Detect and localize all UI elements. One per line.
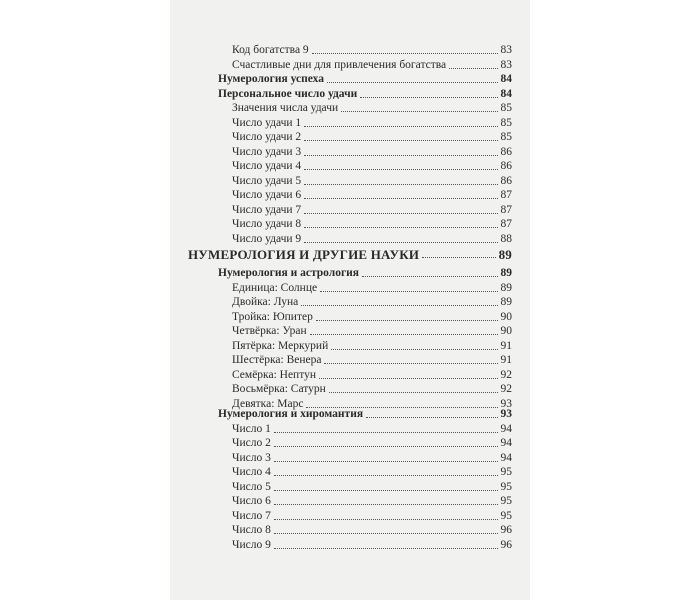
- toc-entry-title: Число удачи 5: [232, 175, 302, 187]
- dot-leader: [341, 111, 497, 112]
- toc-entry-title: Тройка: Юпитер: [232, 311, 313, 323]
- toc-entry-title: Единица: Солнце: [232, 282, 318, 294]
- toc-entry-title: Число 2: [232, 437, 271, 449]
- toc-chapter-entry: [218, 265, 512, 280]
- toc-entry-page-number: 85: [500, 131, 512, 143]
- toc-entry-title: Число удачи 9: [232, 233, 302, 245]
- toc-entry-title: Девятка: Марс: [232, 398, 304, 410]
- toc-entry-page-number: 95: [500, 481, 512, 493]
- dot-leader: [324, 363, 497, 364]
- toc-entry-page-number: 91: [500, 340, 512, 352]
- toc-entry-page-number: 90: [500, 311, 512, 323]
- toc-entry: [232, 421, 512, 436]
- toc-entry-page-number: 94: [500, 452, 512, 464]
- dot-leader: [274, 432, 498, 433]
- toc-entry: [232, 367, 512, 382]
- toc-entry: [232, 231, 512, 246]
- toc-entry-page-number: 95: [500, 466, 512, 478]
- toc-entry-page-number: 86: [500, 146, 512, 158]
- toc-entry: [232, 352, 512, 367]
- toc-chapter-entry: [218, 406, 512, 421]
- toc-entry-page-number: 84: [500, 73, 512, 85]
- toc-entry: [232, 115, 512, 130]
- toc-entry-title: НУМЕРОЛОГИЯ И ДРУГИЕ НАУКИ: [188, 247, 420, 262]
- toc-entry-page-number: 95: [500, 510, 512, 522]
- toc-entry-page-number: 93: [500, 398, 512, 410]
- toc-entry: [232, 158, 512, 173]
- dot-leader: [304, 198, 497, 199]
- dot-leader: [316, 320, 498, 321]
- dot-leader: [304, 155, 497, 156]
- toc-entry-page-number: 92: [500, 383, 512, 395]
- dot-leader: [301, 305, 497, 306]
- toc-entry: [232, 129, 512, 144]
- toc-entry-title: Число 5: [232, 481, 271, 493]
- toc-entry-title: Число удачи 1: [232, 117, 302, 129]
- toc-entry-page-number: 89: [498, 247, 512, 262]
- dot-leader: [327, 82, 498, 83]
- dot-leader: [310, 334, 498, 335]
- toc-entry-page-number: 84: [500, 88, 512, 100]
- toc-entry: [232, 508, 512, 523]
- toc-entry: [232, 435, 512, 450]
- toc-entry-page-number: 86: [500, 160, 512, 172]
- dot-leader: [274, 548, 498, 549]
- toc-entry-page-number: 91: [500, 354, 512, 366]
- toc-entry-page-number: 94: [500, 437, 512, 449]
- toc-entry: [232, 338, 512, 353]
- toc-entry: [232, 57, 512, 72]
- dot-leader: [304, 140, 497, 141]
- toc-entry: [232, 381, 512, 396]
- toc-entry-title: Четвёрка: Уран: [232, 325, 307, 337]
- toc-entry: [232, 522, 512, 537]
- toc-entry-page-number: 83: [500, 59, 512, 71]
- toc-entry-page-number: 89: [500, 296, 512, 308]
- toc-entry-page-number: 93: [500, 408, 512, 420]
- toc-chapter-entry: [218, 71, 512, 86]
- toc-entry-page-number: 95: [500, 495, 512, 507]
- dot-leader: [319, 378, 498, 379]
- toc-entry: [232, 202, 512, 217]
- toc-entry-title: Число удачи 8: [232, 218, 302, 230]
- toc-entry-page-number: 92: [500, 369, 512, 381]
- dot-leader: [449, 68, 497, 69]
- toc-entry: [232, 42, 512, 57]
- toc-entry-page-number: 88: [500, 233, 512, 245]
- toc-entry-title: Восьмёрка: Сатурн: [232, 383, 326, 395]
- toc-entry-title: Число удачи 6: [232, 189, 302, 201]
- dot-leader: [360, 97, 497, 98]
- toc-entry: [232, 323, 512, 338]
- toc-entry: [232, 173, 512, 188]
- toc-entry-page-number: 85: [500, 102, 512, 114]
- toc-entry: [232, 537, 512, 552]
- toc-entry: [232, 479, 512, 494]
- dot-leader: [274, 504, 498, 505]
- dot-leader: [422, 257, 495, 258]
- toc-entry: [232, 216, 512, 231]
- toc-entry-page-number: 87: [500, 204, 512, 216]
- dot-leader: [304, 169, 497, 170]
- toc-entry-title: Число 1: [232, 423, 271, 435]
- toc-entry-title: Семёрка: Нептун: [232, 369, 316, 381]
- dot-leader: [304, 242, 497, 243]
- toc-entry: [232, 100, 512, 115]
- toc-entry: [232, 294, 512, 309]
- dot-leader: [329, 392, 498, 393]
- toc-entry-title: Двойка: Луна: [232, 296, 299, 308]
- dot-leader: [274, 490, 498, 491]
- dot-leader: [304, 184, 497, 185]
- toc-entry-page-number: 96: [500, 539, 512, 551]
- toc-entry-title: Нумерология успеха: [218, 73, 324, 85]
- toc-entry-title: Число 7: [232, 510, 271, 522]
- toc-entry-title: Число удачи 3: [232, 146, 302, 158]
- toc-entry-page-number: 83: [500, 44, 512, 56]
- toc-section-heading: [188, 246, 512, 261]
- toc-entry-title: Значения числа удачи: [232, 102, 339, 114]
- dot-leader: [366, 417, 497, 418]
- toc-entry-page-number: 94: [500, 423, 512, 435]
- dot-leader: [274, 461, 498, 462]
- toc-entry-title: Число 8: [232, 524, 271, 536]
- toc-entry-title: Число удачи 7: [232, 204, 302, 216]
- dot-leader: [304, 227, 497, 228]
- dot-leader: [274, 475, 498, 476]
- dot-leader: [331, 349, 497, 350]
- toc-entry-page-number: 89: [500, 282, 512, 294]
- dot-leader: [362, 276, 497, 277]
- dot-leader: [274, 446, 498, 447]
- dot-leader: [274, 519, 498, 520]
- toc-entry-page-number: 87: [500, 189, 512, 201]
- book-page: [170, 0, 530, 600]
- dot-leader: [274, 533, 498, 534]
- toc-entry-page-number: 90: [500, 325, 512, 337]
- toc-entry-page-number: 85: [500, 117, 512, 129]
- dot-leader: [304, 213, 497, 214]
- dot-leader: [304, 126, 497, 127]
- toc-entry-title: Число 3: [232, 452, 271, 464]
- toc-entry: [232, 144, 512, 159]
- toc-entry: [232, 450, 512, 465]
- toc-entry-title: Нумерология и хиромантия: [218, 408, 364, 420]
- dot-leader: [320, 291, 497, 292]
- toc-entry-title: Код богатства 9: [232, 44, 309, 56]
- toc-entry-title: Число 4: [232, 466, 271, 478]
- toc-entry-title: Счастливые дни для привлечения богатства: [232, 59, 447, 71]
- toc-entry-title: Число 9: [232, 539, 271, 551]
- dot-leader: [312, 53, 498, 54]
- toc-entry: [232, 493, 512, 508]
- toc-entry-page-number: 86: [500, 175, 512, 187]
- toc-entry-title: Персональное число удачи: [218, 88, 358, 100]
- toc-entry-title: Число удачи 2: [232, 131, 302, 143]
- toc-entry-title: Шестёрка: Венера: [232, 354, 322, 366]
- toc-entry-title: Нумерология и астрология: [218, 267, 360, 279]
- toc-entry-title: Пятёрка: Меркурий: [232, 340, 329, 352]
- toc-entry: [232, 187, 512, 202]
- toc-entry-title: Число 6: [232, 495, 271, 507]
- toc-entry: [232, 464, 512, 479]
- toc-entry-page-number: 96: [500, 524, 512, 536]
- toc-entry-page-number: 89: [500, 267, 512, 279]
- toc-entry: [232, 309, 512, 324]
- toc-entry: [232, 280, 512, 295]
- toc-entry-page-number: 87: [500, 218, 512, 230]
- toc-entry-title: Число удачи 4: [232, 160, 302, 172]
- toc-chapter-entry: [218, 86, 512, 101]
